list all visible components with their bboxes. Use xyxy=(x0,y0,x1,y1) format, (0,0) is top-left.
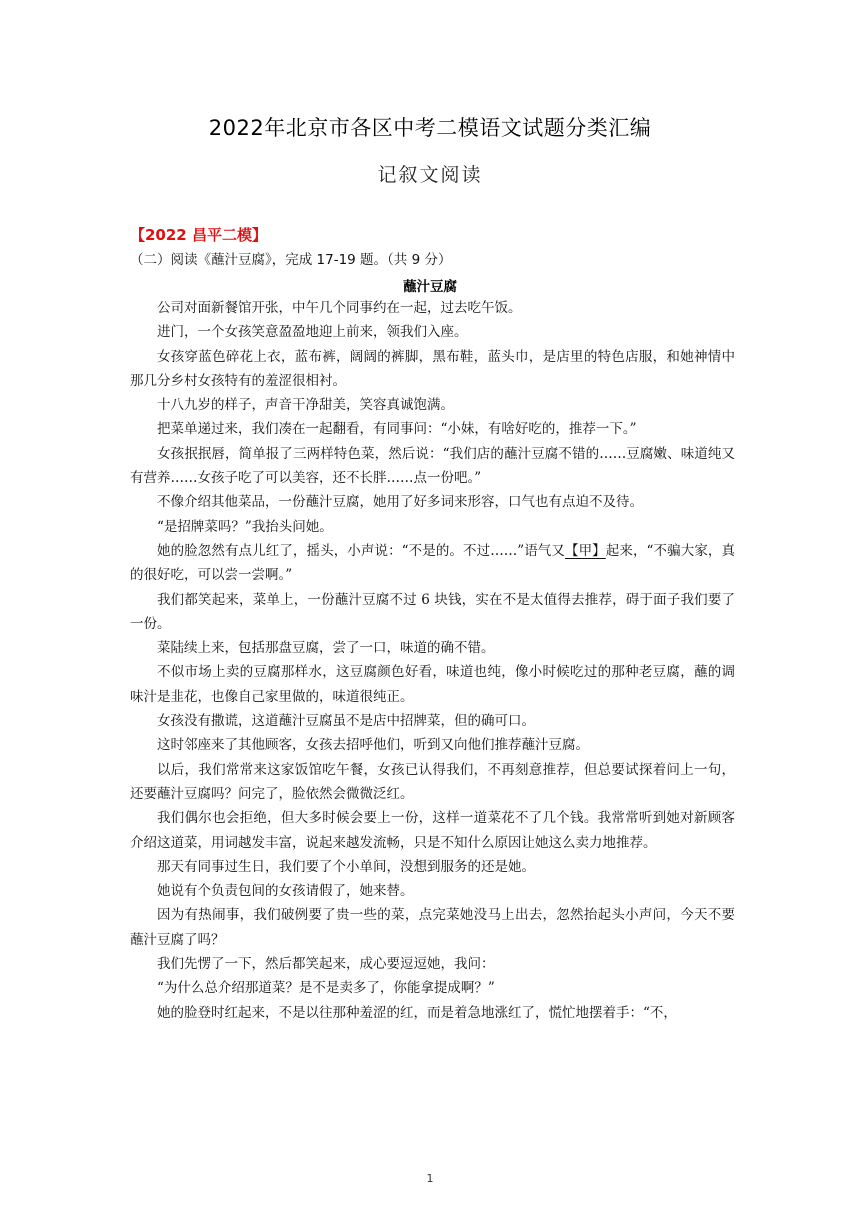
paragraph: 我们先愣了一下，然后都笑起来，成心要逗逗她，我问： xyxy=(157,956,495,973)
paragraph: 她的脸登时红起来，不是以往那种羞涩的红，而是着急地涨红了，慌忙地摆着手：“不， xyxy=(157,1004,677,1021)
paragraph: 我们都笑起来，菜单上，一份蘸汁豆腐不过 6 块钱，实在不是太值得去推荐，碍于面子我们要了一份。 xyxy=(130,591,735,632)
paragraph: “为什么总介绍那道菜？是不是卖多了，你能拿提成啊？” xyxy=(157,980,495,997)
paragraph: 不似市场上卖的豆腐那样水，这豆腐颜色好看，味道也纯，像小时候吃过的那种老豆腐，蘸的调味汁是韭花，也像自己家里做的，味道很纯正。 xyxy=(130,664,735,705)
document-title: 2022年北京市各区中考二模语文试题分类汇编 xyxy=(208,116,652,140)
paragraph: 进门，一个女孩笑意盈盈地迎上前来，领我们入座。 xyxy=(157,324,468,341)
paragraph: 菜陆续上来，包括那盘豆腐，尝了一口，味道的确不错。 xyxy=(157,640,495,657)
paragraph: 把菜单递过来，我们凑在一起翻看，有同事问：“小妹，有啥好吃的，推荐一下。” xyxy=(157,421,637,438)
paragraph: 不像介绍其他菜品，一份蘸汁豆腐，她用了好多词来形容，口气也有点迫不及待。 xyxy=(157,494,643,511)
paragraph: 女孩抿抿唇，简单报了三两样特色菜，然后说：“我们店的蘸汁豆腐不错的……豆腐嫩、味道纯又有营养……女孩子吃了可以美容，还不长胖……点一份吧。” xyxy=(130,445,735,487)
paragraph: 女孩没有撒谎，这道蘸汁豆腐虽不是店中招牌菜，但的确可口。 xyxy=(157,713,535,730)
story-body xyxy=(130,296,735,1025)
paragraph-text: 起来，“不骗大家，真的很好吃，可以尝一尝啊。” xyxy=(130,542,735,584)
paragraph: 我们偶尔也会拒绝，但大多时候会要上一份，这样一道菜花不了几个钱。我常常听到她对新顾客介绍这道菜，用词越发丰富，说起来越发流畅，只是不知什么原因让她这么卖力地推荐。 xyxy=(130,810,735,851)
paragraph: 她说有个负责包间的女孩请假了，她来替。 xyxy=(157,883,414,900)
paragraph: 那天有同事过生日，我们要了个小单间，没想到服务的还是她。 xyxy=(157,858,535,875)
paragraph: 公司对面新餐馆开张，中午几个同事约在一起，过去吃午饭。 xyxy=(157,300,522,316)
paragraph: 以后，我们常常来这家饭馆吃午餐，女孩已认得我们，不再刻意推荐，但总要试探着问上一句，还要蘸汁豆腐吗？问完了，脸依然会微微泛红。 xyxy=(130,761,735,802)
paragraph-text: 她的脸忽然有点儿红了，摇头，小声说：“不是的。不过……”语气又 xyxy=(157,542,565,559)
paragraph: 十八九岁的样子，声音干净甜美，笑容真诚饱满。 xyxy=(157,397,454,414)
paragraph: 这时邻座来了其他顾客，女孩去招呼他们，听到又向他们推荐蘸汁豆腐。 xyxy=(157,737,589,754)
paragraph: 女孩穿蓝色碎花上衣，蓝布裤，阔阔的裤脚，黑布鞋，蓝头巾，是店里的特色店服，和她神情中那几分乡村女孩特有的羞涩很相衬。 xyxy=(130,348,735,389)
paragraph: “是招牌菜吗？”我抬头问她。 xyxy=(157,518,333,535)
blank-marker-jia: 【甲】 xyxy=(564,542,606,559)
section-tag: 【2022 昌平二模】 xyxy=(130,226,267,244)
document-subtitle: 记叙文阅读 xyxy=(377,164,483,186)
paragraph: 因为有热闹事，我们破例要了贵一些的菜，点完菜她没马上出去，忽然抬起头小声问，今天不要蘸汁豆腐了吗？ xyxy=(130,907,735,948)
question-prompt: （二）阅读《蘸汁豆腐》，完成 17-19 题。（共 9 分） xyxy=(130,252,452,268)
story-title: 蘸汁豆腐 xyxy=(403,279,457,295)
paragraph-with-blank xyxy=(130,539,735,588)
page-number: 1 xyxy=(426,1172,434,1185)
